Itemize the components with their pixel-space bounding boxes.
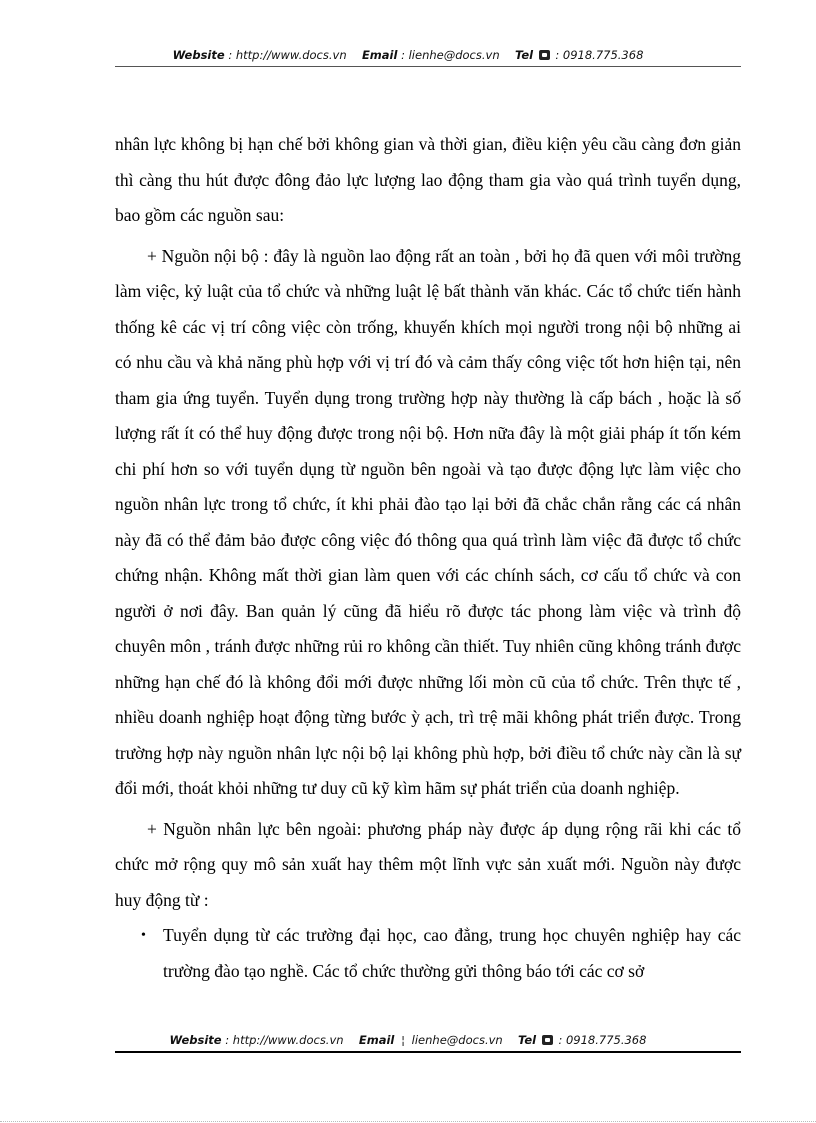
footer-website-label: Website [169,1033,222,1047]
bullet-icon: • [141,928,146,943]
page-footer [0,1033,816,1047]
footer-tel-label: Tel [518,1033,537,1047]
footer-email-link[interactable]: lienhe@docs.vn [411,1033,503,1047]
page-edge [0,1121,816,1122]
footer-divider [115,1051,741,1053]
footer-email-separator: ¦ [401,1033,405,1047]
phone-icon [542,1035,553,1045]
header-divider [115,66,741,67]
document-body [115,127,741,989]
paragraph-external-source: + Nguồn nhân lực bên ngoài: phương pháp này được áp dụng rộng rãi khi các tổ chức mở rộng quy mô sản xuất hay thêm một lĩnh vực sản xuất mới. Nguồn này được huy động từ : [115,818,741,910]
footer-website-link[interactable]: : http://www.docs.vn [225,1033,344,1047]
phone-icon [539,50,550,60]
page-header [0,48,816,62]
header-tel-value: : 0918.775.368 [555,48,644,62]
source-list [115,918,741,989]
header-email-label: Email [361,48,398,62]
list-item-text: Tuyển dụng từ các trường đại học, cao đẳng, trung học chuyên nghiệp hay các trường đào tạo nghề. Các tổ chức thường gửi thông báo tới các cơ sở [163,925,741,981]
header-website-link[interactable]: : http://www.docs.vn [228,48,347,62]
footer-email-label: Email [358,1033,395,1047]
header-email-link[interactable]: : lienhe@docs.vn [401,48,500,62]
header-tel-label: Tel [514,48,534,62]
paragraph-continuation: nhân lực không bị hạn chế bởi không gian và thời gian, điều kiện yêu cầu càng đơn giản thì càng thu hút được đông đảo lực lượng lao động tham gia vào quá trình tuyển dụng, bao gồm các nguồn sau: [115,134,741,225]
list-item [115,918,741,989]
footer-tel-value: : 0918.775.368 [558,1033,647,1047]
paragraph-internal-source: + Nguồn nội bộ : đây là nguồn lao động rất an toàn , bởi họ đã quen với môi trường làm việc, kỷ luật của tổ chức và những luật lệ bất thành văn khác. Các tổ chức tiến hành thống kê các vị trí công việc còn trống, khuyến khích mọi người trong nội bộ những ai có nhu cầu và khả năng phù hợp với vị trí đó và cảm thấy công việc tốt hơn hiện tại, nên tham gia ứng tuyển. Tuyển dụng trong trường hợp này thường là cấp bách , hoặc là số lượng rất ít có thể huy động được trong nội bộ. Hơn nữa đây là một giải pháp ít tốn kém chi phí hơn so với tuyển dụng từ nguồn bên ngoài và tạo được động lực làm việc cho nguồn nhân lực trong tổ chức, ít khi phải đào tạo lại bởi đã chắc chắn rằng các cá nhân này đã có thể đảm bảo được công việc đó thông qua quá trình làm việc đã được tổ chức chứng nhận. Không mất thời gian làm quen với các chính sách, cơ cấu tổ chức và con người ở nơi đây. Ban quản lý cũng đã hiểu rõ được tác phong làm việc và trình độ chuyên môn , tránh được những rủi ro không cần thiết. Tuy nhiên cũng không tránh được những hạn chế đó là không đổi mới được những lối mòn cũ của tổ chức. Trên thực tế , nhiều doanh nghiệp hoạt động từng bước ỳ ạch, trì trệ mãi không phát triển được. Trong trường hợp này nguồn nhân lực nội bộ lại không phù hợp, bởi điều tổ chức này cần là sự đổi mới, thoát khỏi những tư duy cũ kỹ kìm hãm sự phát triển của doanh nghiệp. [115,245,741,798]
header-website-label: Website [172,48,225,62]
